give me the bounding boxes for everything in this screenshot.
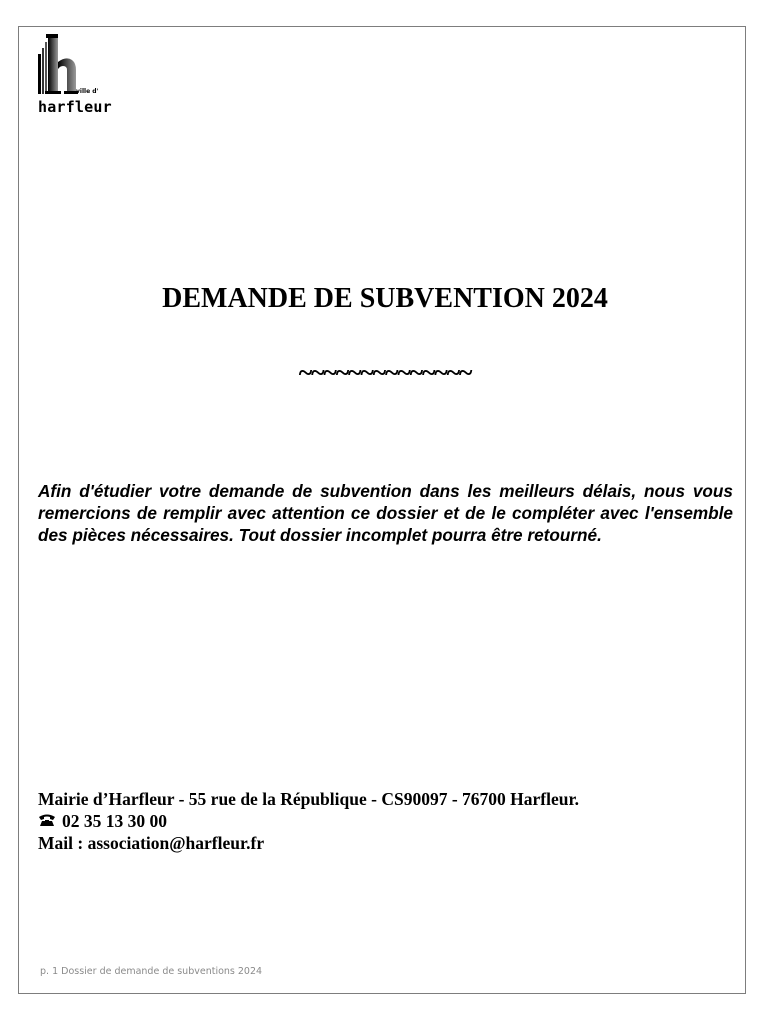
contact-phone-line	[38, 810, 579, 832]
contact-phone: 02 35 13 30 00	[62, 811, 167, 831]
phone-icon	[38, 810, 56, 832]
decorative-separator: ~~~~~~~~~~~~~~	[298, 358, 472, 387]
page-footer: p. 1 Dossier de demande de subventions 2024	[40, 966, 263, 977]
harfleur-logo	[36, 32, 116, 122]
document-title: DEMANDE DE SUBVENTION 2024	[162, 283, 608, 314]
intro-paragraph: Afin d'étudier votre demande de subvention dans les meilleurs délais, nous vous remercions de remplir avec attention ce dossier et de le compléter avec l'ensemble des pièces nécessaires. Tout dossier incomplet pourra être retourné.	[38, 481, 733, 545]
contact-mail: Mail : association@harfleur.fr	[38, 833, 265, 853]
logo-wordmark: harfleur	[38, 98, 112, 116]
logo-subtext: ville d'	[76, 88, 99, 95]
contact-address: Mairie d’Harfleur - 55 rue de la République - CS90097 - 76700 Harfleur.	[38, 789, 580, 809]
contact-block	[38, 788, 579, 854]
